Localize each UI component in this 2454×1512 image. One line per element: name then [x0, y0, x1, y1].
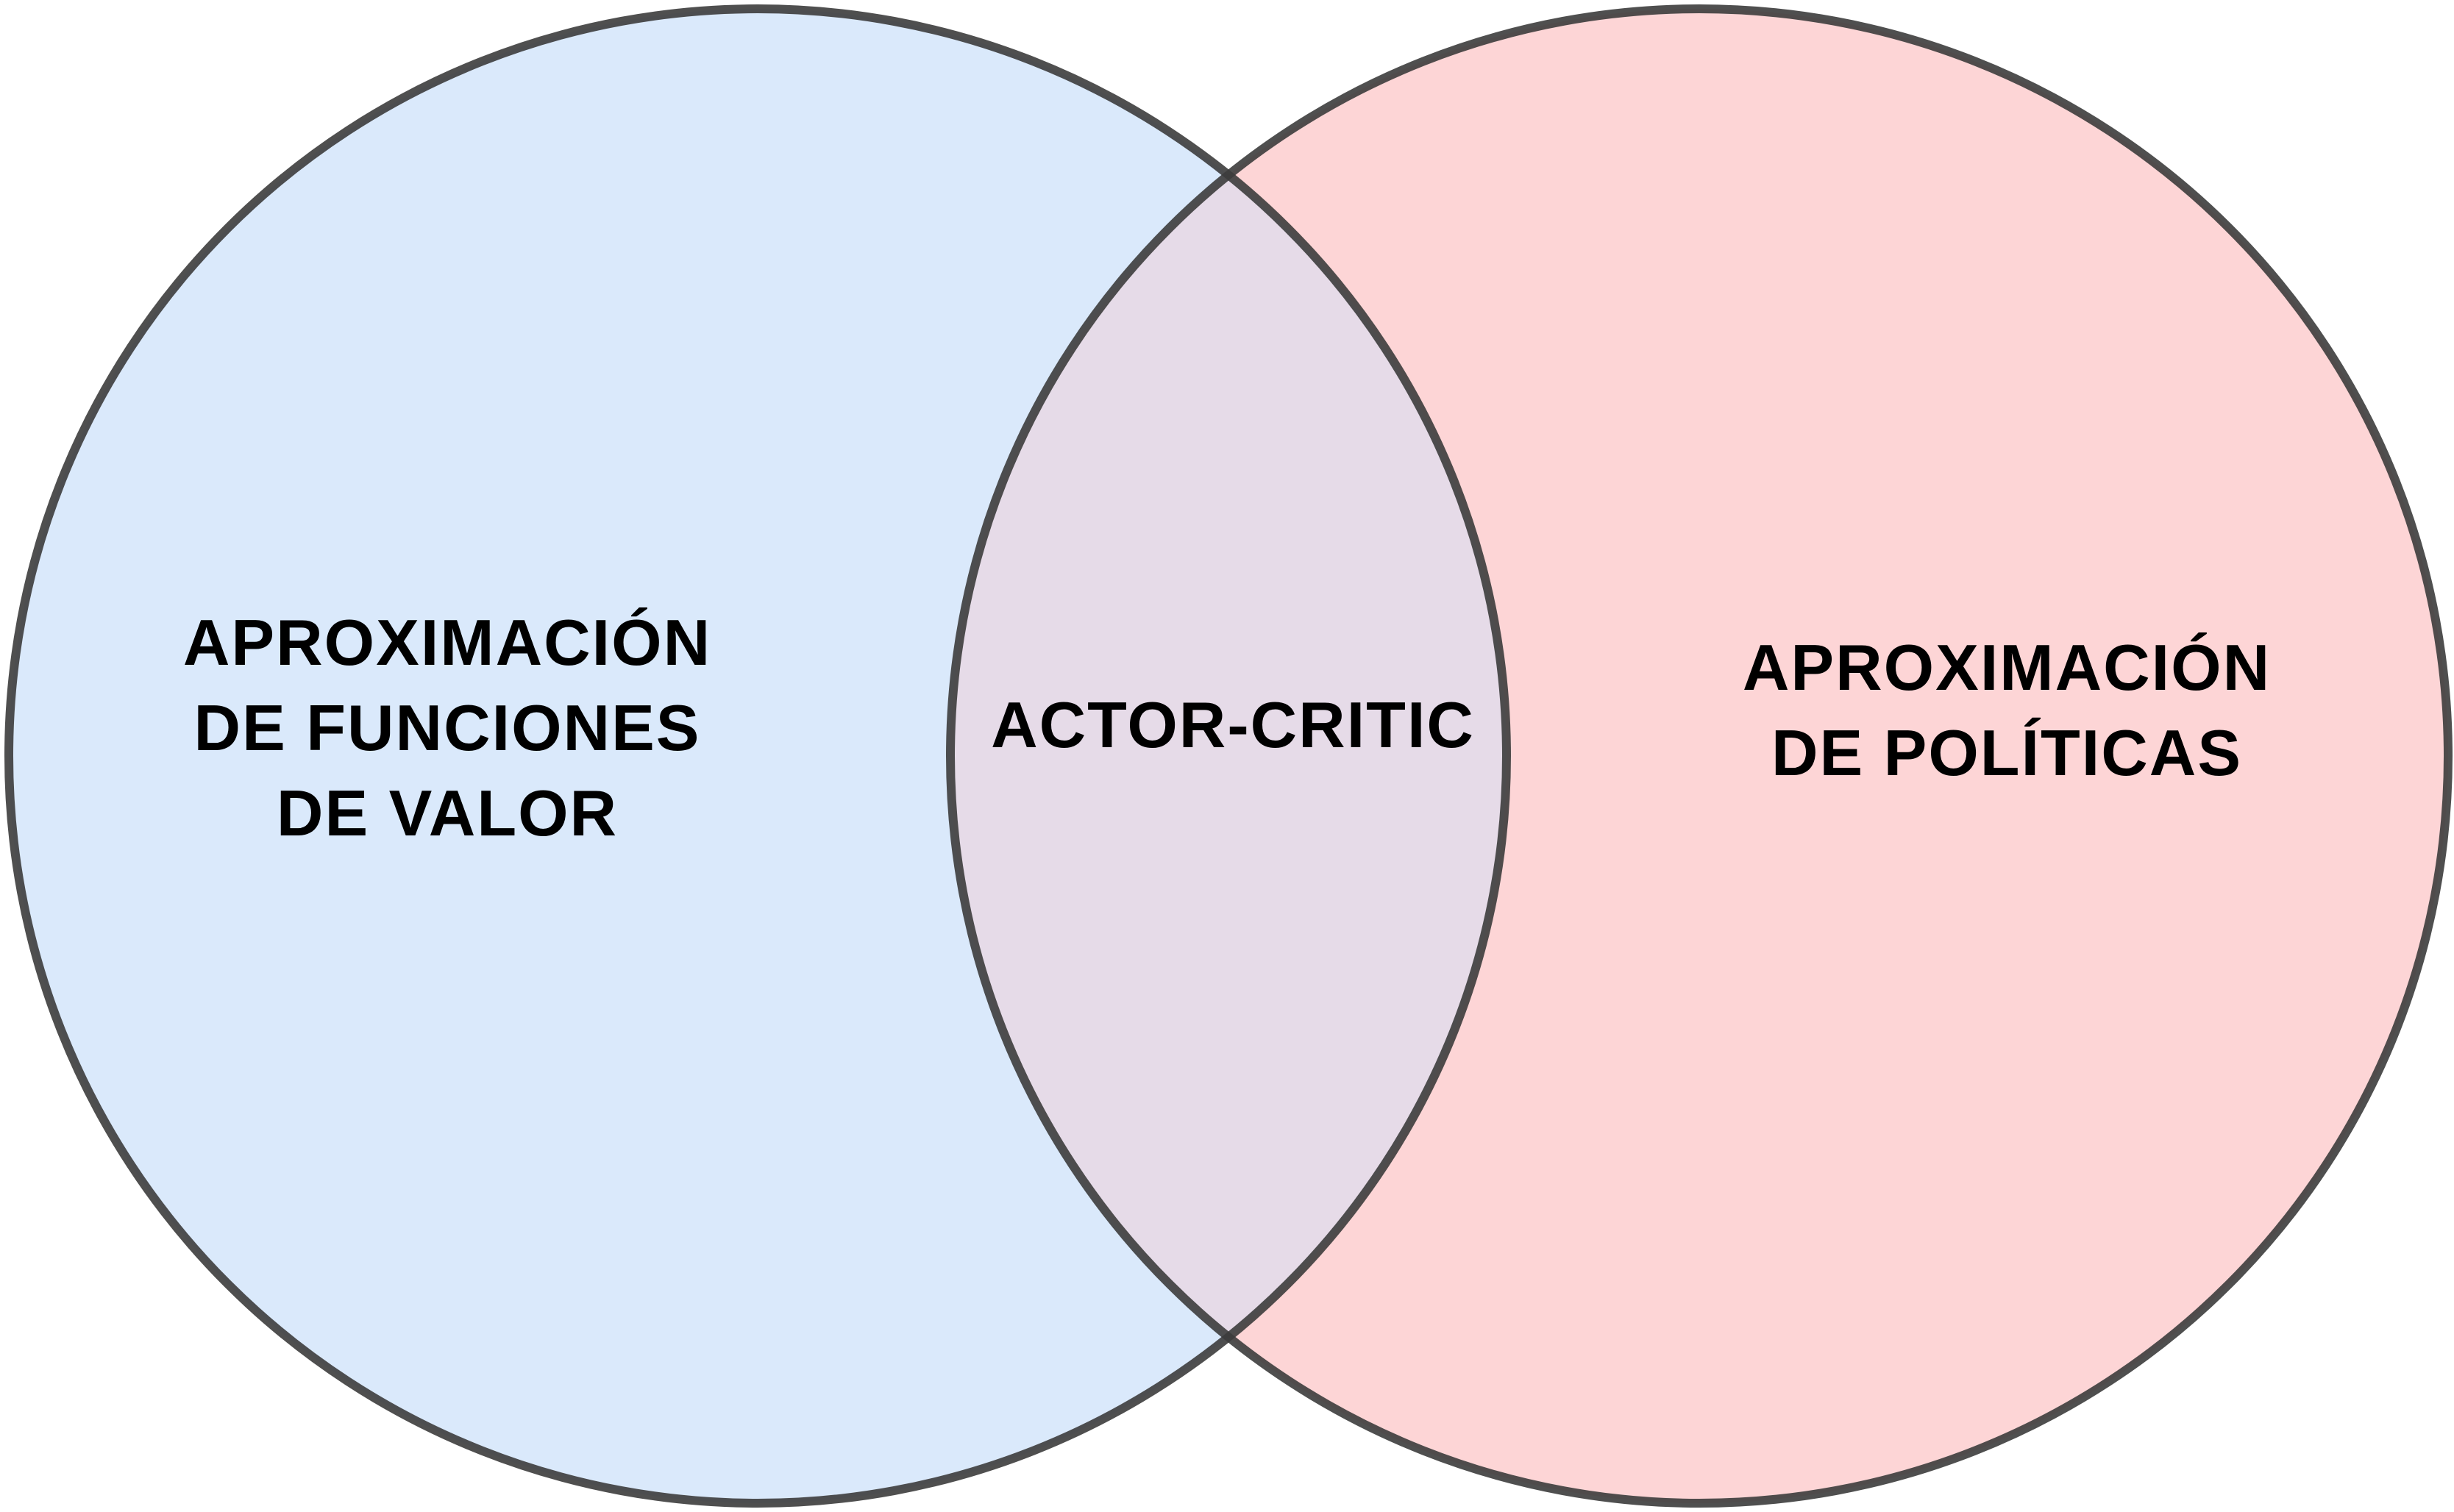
value-function-label	[183, 600, 711, 856]
policy-label-line-1: APROXIMACIÓN	[1742, 631, 2272, 704]
actor-critic-label	[991, 682, 1475, 768]
actor-critic-label-text: ACTOR-CRITIC	[991, 688, 1475, 761]
value-function-label-line-3: DE VALOR	[276, 777, 619, 849]
policy-label-line-2: DE POLÍTICAS	[1771, 716, 2243, 789]
value-function-label-line-2: DE FUNCIONES	[193, 691, 701, 764]
value-function-label-line-1: APROXIMACIÓN	[182, 606, 712, 679]
policy-label	[1743, 625, 2271, 796]
